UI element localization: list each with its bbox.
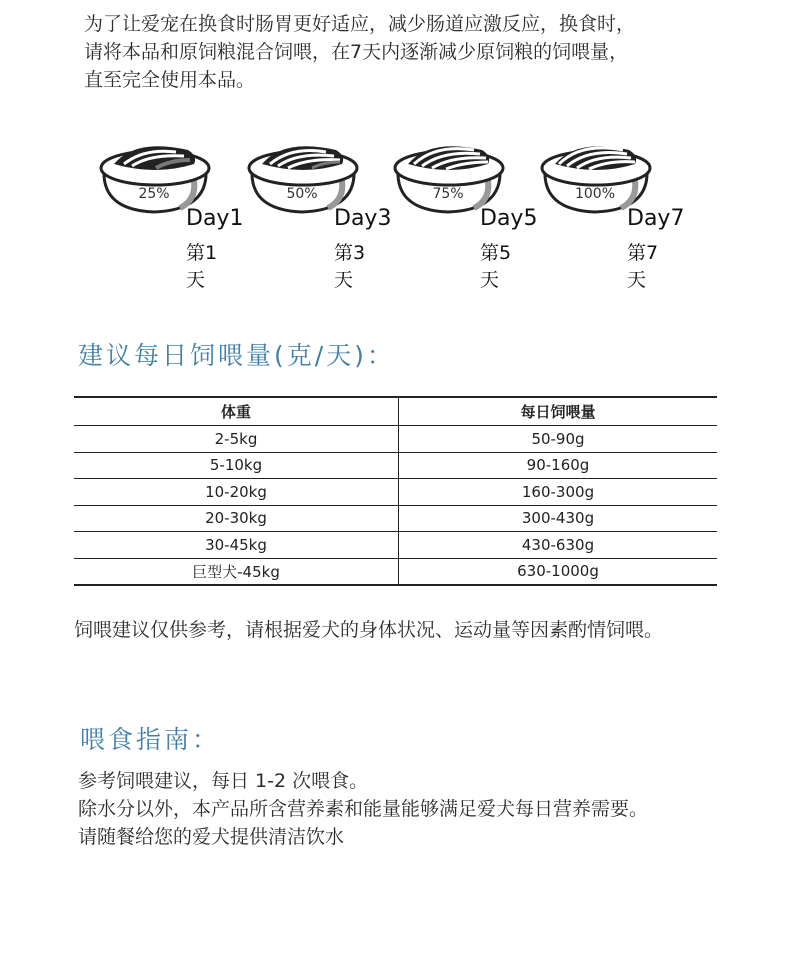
table-row <box>74 532 717 559</box>
table-header-row <box>74 397 717 426</box>
table-row <box>74 452 717 479</box>
day-label-cn: 第5天 <box>480 242 512 291</box>
intro-line: 为了让爱宠在换食时肠胃更好适应，减少肠道应激反应，换食时， <box>84 13 636 35</box>
bowl-step-3 <box>390 128 538 291</box>
feeding-table <box>74 396 717 586</box>
amount-cell: 90-160g <box>399 452 718 479</box>
column-header-weight: 体重 <box>74 397 399 426</box>
column-header-daily-amount: 每日饲喂量 <box>399 397 718 426</box>
weight-cell: 30-45kg <box>74 532 399 559</box>
amount-cell: 300-430g <box>399 505 718 532</box>
guide-line: 参考饲喂建议，每日 1-2 次喂食。 <box>78 770 369 792</box>
table-row <box>74 558 717 585</box>
feeding-guide-heading: 喂食指南： <box>80 725 221 754</box>
day-label-cn: 第7天 <box>627 242 659 291</box>
food-bowl-icon <box>96 128 226 218</box>
feeding-guide-text <box>78 767 778 851</box>
weight-cell: 2-5kg <box>74 426 399 453</box>
bowl-step-2 <box>244 128 392 291</box>
table-row <box>74 426 717 453</box>
amount-cell: 430-630g <box>399 532 718 559</box>
food-bowl-icon <box>537 128 667 218</box>
guide-line: 请随餐给您的爱犬提供清洁饮水 <box>78 826 345 848</box>
day-label-cn: 第1天 <box>186 242 218 291</box>
bowl-step-1 <box>96 128 244 291</box>
intro-line: 直至完全使用本品。 <box>84 69 256 91</box>
bowl-step-4 <box>537 128 685 291</box>
weight-cell: 5-10kg <box>74 452 399 479</box>
day-label: Day7 <box>627 206 685 231</box>
day-label: Day1 <box>186 206 244 231</box>
mix-percent: 50% <box>286 186 318 202</box>
mix-percent: 100% <box>574 186 616 202</box>
feeding-note: 饲喂建议仅供参考，请根据爱犬的身体状况、运动量等因素酌情饲喂。 <box>74 619 664 641</box>
day-label-cn: 第3天 <box>334 242 366 291</box>
food-bowl-icon <box>244 128 374 218</box>
weight-cell: 10-20kg <box>74 479 399 506</box>
amount-cell: 160-300g <box>399 479 718 506</box>
food-bowl-icon <box>390 128 520 218</box>
transition-intro <box>84 10 764 94</box>
transition-schedule <box>96 128 736 291</box>
mix-percent: 75% <box>432 186 464 202</box>
table-row <box>74 479 717 506</box>
day-label: Day3 <box>334 206 392 231</box>
amount-cell: 630-1000g <box>399 558 718 585</box>
feeding-amount-heading: 建议每日饲喂量(克/天)： <box>78 341 395 370</box>
guide-line: 除水分以外，本产品所含营养素和能量能够满足爱犬每日营养需要。 <box>78 798 649 820</box>
weight-cell: 巨型犬-45kg <box>74 558 399 585</box>
day-label: Day5 <box>480 206 538 231</box>
amount-cell: 50-90g <box>399 426 718 453</box>
table-row <box>74 505 717 532</box>
weight-cell: 20-30kg <box>74 505 399 532</box>
intro-line: 请将本品和原饲粮混合饲喂，在7天内逐渐减少原饲粮的饲喂量， <box>84 41 629 63</box>
mix-percent: 25% <box>138 186 170 202</box>
